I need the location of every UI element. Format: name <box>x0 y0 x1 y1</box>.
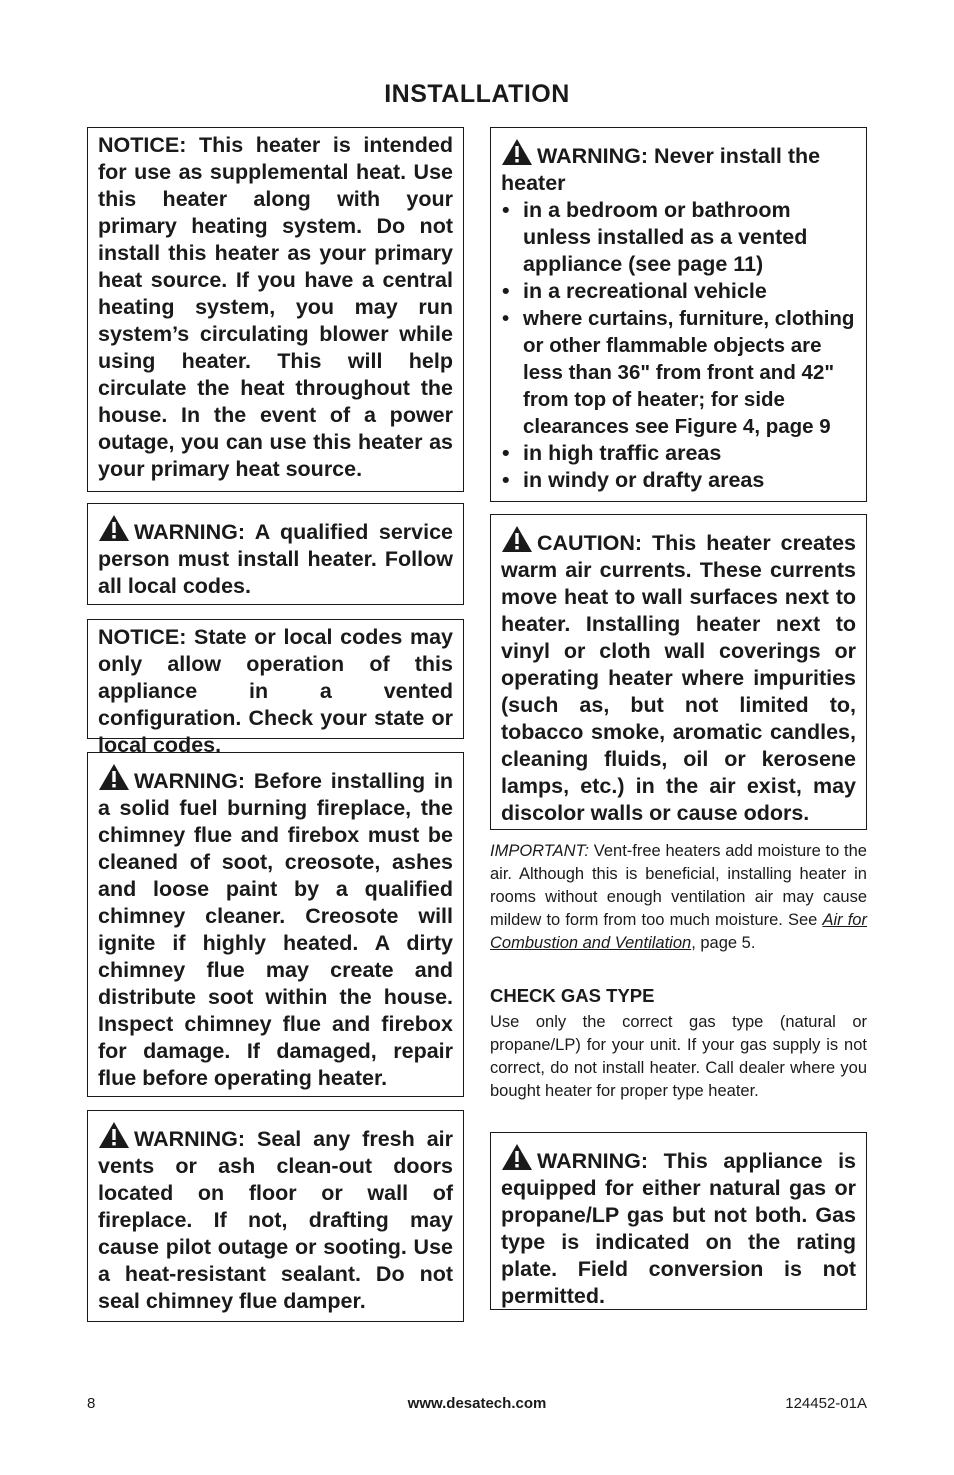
important-tail: , page 5. <box>691 934 756 952</box>
never-install-list <box>501 197 856 494</box>
notice-supplemental-heat-box <box>87 127 464 492</box>
warning-triangle-icon <box>501 525 533 553</box>
warning-appliance-text: WARNING: This appliance is equipped for either natural gas or propane/LP gas but not both. Gas type is indicated on the rating plate. Field conversion is not permitted. <box>501 1149 856 1308</box>
list-item: • where curtains, furniture, clothing or other flammable objects are less than 36" from front and 42" from top of heater; for side clearances see Figure 4, page 9 <box>501 305 856 440</box>
warning-fireplace-text: WARNING: Before installing in a solid fuel burning fireplace, the chimney flue and firebox must be cleaned of soot, creosote, ashes and loose paint by a qualified chimney cleaner. Creosote will ignite if highly heated. A dirty chimney flue may create and distribute soot within the house. Inspect chimney flue and firebox for damage. If damaged, repair flue before operating heater. <box>98 769 453 1090</box>
important-text: Vent-free heaters add moisture to the air. Although this is beneficial, installing heater in rooms without enough ventilation air may cause mildew to form from too much moisture. See <box>490 842 867 929</box>
warning-triangle-icon <box>501 138 533 166</box>
warning-never-install-box <box>490 127 867 502</box>
page-number: 8 <box>87 1395 96 1412</box>
warning-triangle-icon <box>501 1143 533 1171</box>
page-title: INSTALLATION <box>384 80 570 108</box>
warning-never-heading: WARNING: Never install the heater <box>501 144 821 195</box>
warning-seal-box <box>87 1110 464 1322</box>
warning-triangle-icon <box>98 763 130 791</box>
warning-qualified-text: WARNING: A qualified service person must install heater. Follow all local codes. <box>98 520 453 598</box>
important-label: IMPORTANT: <box>490 842 589 860</box>
notice-codes-text: NOTICE: State or local codes may only allow operation of this appliance in a vented configuration. Check your state or local codes. <box>98 625 453 757</box>
list-item: • in windy or drafty areas <box>501 467 856 494</box>
warning-qualified-box <box>87 503 464 605</box>
caution-currents-box <box>490 514 867 830</box>
important-reference-link: Air for Combustion and Ventilation <box>490 911 867 952</box>
warning-triangle-icon <box>98 1121 130 1149</box>
important-note <box>490 840 867 955</box>
list-item: • in a bedroom or bathroom unless installed as a vented appliance (see page 11) <box>501 197 856 278</box>
notice-codes-box <box>87 619 464 757</box>
check-gas-text: Use only the correct gas type (natural or propane/LP) for your unit. If your gas supply is not correct, do not install heater. Call dealer where you bought heater for proper type heater. <box>490 1013 867 1100</box>
list-item: • in high traffic areas <box>501 440 856 467</box>
notice-supplemental-text: NOTICE: This heater is intended for use as supplemental heat. Use this heater along with your primary heating system. Do not install this heater as your primary heat source. If you have a central heating system, you may run system’s circulating blower while using heater. This will help circulate the heat throughout the house. In the event of a power outage, you can use this heater as your primary heat source. <box>98 133 453 481</box>
warning-triangle-icon <box>98 514 130 542</box>
list-item: • in a recreational vehicle <box>501 278 856 305</box>
document-number: 124452-01A <box>785 1395 867 1412</box>
caution-currents-text: CAUTION: This heater creates warm air currents. These currents move heat to wall surfaces next to heater. Installing heater next to vinyl or cloth wall coverings or operating heater where impurities (such as, but not limited to, tobacco smoke, aromatic candles, cleaning fluids, oil or kerosene lamps, etc.) in the air exist, may discolor walls or cause odors. <box>501 531 856 825</box>
warning-fireplace-box <box>87 752 464 1097</box>
warning-appliance-box <box>490 1132 867 1310</box>
warning-seal-text: WARNING: Seal any fresh air vents or ash clean-out doors located on floor or wall of fireplace. If not, drafting may cause pilot outage or sooting. Use a heat-resistant sealant. Do not seal chimney flue damper. <box>98 1127 453 1313</box>
website-link[interactable]: www.desatech.com <box>407 1395 547 1412</box>
check-gas-heading: CHECK GAS TYPE <box>490 985 655 1006</box>
